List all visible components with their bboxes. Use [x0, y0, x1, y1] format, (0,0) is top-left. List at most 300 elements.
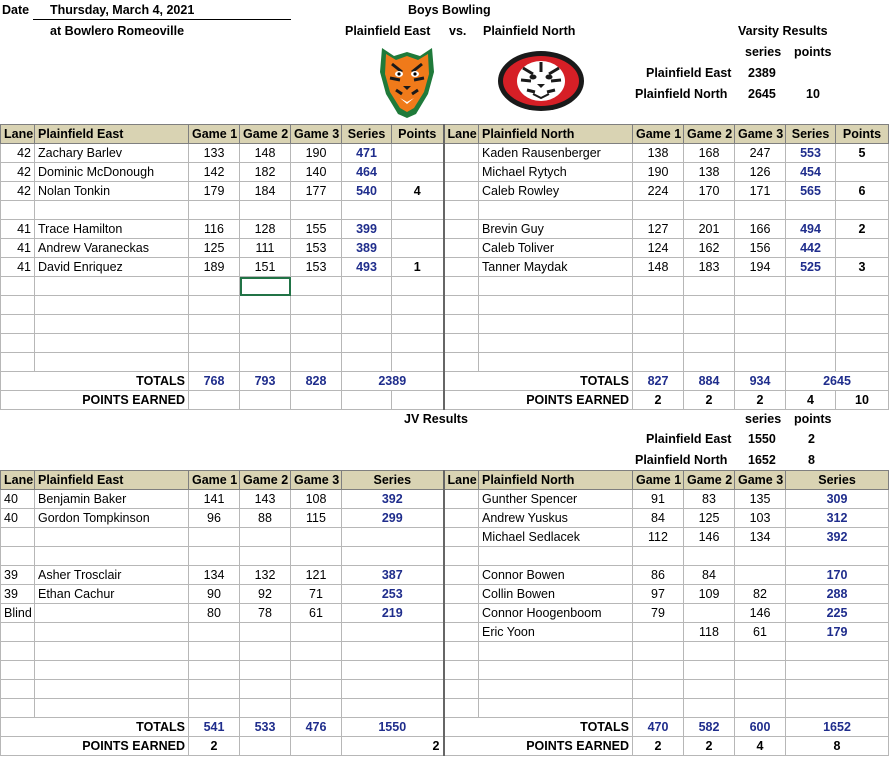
table-cell[interactable] — [836, 239, 889, 258]
table-cell[interactable] — [189, 699, 240, 718]
table-cell[interactable] — [633, 680, 684, 699]
table-cell[interactable]: 39 — [1, 585, 35, 604]
table-cell[interactable]: 2 — [836, 220, 889, 239]
table-cell[interactable]: 312 — [786, 509, 889, 528]
table-cell[interactable] — [479, 680, 633, 699]
table-cell[interactable] — [291, 277, 342, 296]
table-cell[interactable] — [1, 699, 35, 718]
table-cell[interactable]: 5 — [836, 144, 889, 163]
table-cell[interactable]: 392 — [342, 490, 444, 509]
table-cell[interactable] — [479, 334, 633, 353]
table-cell[interactable] — [444, 334, 479, 353]
table-cell[interactable] — [35, 623, 189, 642]
table-cell[interactable]: 91 — [633, 490, 684, 509]
totals-value[interactable]: 2645 — [786, 372, 889, 391]
totals-value[interactable]: 476 — [291, 718, 342, 737]
table-cell[interactable] — [836, 163, 889, 182]
totals-label[interactable]: TOTALS — [444, 718, 633, 737]
table-cell[interactable] — [684, 604, 735, 623]
table-cell[interactable]: 201 — [684, 220, 735, 239]
table-cell[interactable]: 84 — [684, 566, 735, 585]
table-cell[interactable] — [189, 680, 240, 699]
table-cell[interactable] — [735, 334, 786, 353]
table-cell[interactable]: Asher Trosclair — [35, 566, 189, 585]
table-cell[interactable]: 454 — [786, 163, 836, 182]
table-cell[interactable] — [684, 334, 735, 353]
column-header[interactable]: Game 3 — [291, 125, 342, 144]
table-cell[interactable] — [291, 334, 342, 353]
table-cell[interactable]: Collin Bowen — [479, 585, 633, 604]
table-cell[interactable] — [444, 547, 479, 566]
table-cell[interactable]: 389 — [342, 239, 392, 258]
table-cell[interactable]: 42 — [1, 182, 35, 201]
table-cell[interactable]: 42 — [1, 163, 35, 182]
column-header[interactable]: Game 1 — [633, 125, 684, 144]
table-cell[interactable] — [189, 334, 240, 353]
table-cell[interactable] — [35, 604, 189, 623]
totals-label[interactable]: TOTALS — [1, 372, 189, 391]
table-cell[interactable]: 108 — [291, 490, 342, 509]
table-cell[interactable] — [735, 699, 786, 718]
table-cell[interactable] — [189, 277, 240, 296]
table-cell[interactable]: 116 — [189, 220, 240, 239]
column-header[interactable]: Plainfield East — [35, 471, 189, 490]
table-cell[interactable]: 128 — [240, 220, 291, 239]
table-cell[interactable] — [786, 642, 889, 661]
table-cell[interactable] — [291, 201, 342, 220]
table-cell[interactable]: Blind — [1, 604, 35, 623]
table-cell[interactable] — [444, 509, 479, 528]
table-cell[interactable]: 40 — [1, 490, 35, 509]
table-cell[interactable]: 124 — [633, 239, 684, 258]
table-cell[interactable] — [836, 201, 889, 220]
table-cell[interactable] — [1, 277, 35, 296]
table-cell[interactable]: 92 — [240, 585, 291, 604]
table-cell[interactable] — [684, 661, 735, 680]
table-cell[interactable] — [240, 528, 291, 547]
table-cell[interactable]: 442 — [786, 239, 836, 258]
totals-label[interactable]: TOTALS — [1, 718, 189, 737]
table-cell[interactable]: 184 — [240, 182, 291, 201]
points-earned-value[interactable] — [240, 737, 291, 756]
table-cell[interactable]: 493 — [342, 258, 392, 277]
table-cell[interactable] — [684, 699, 735, 718]
table-cell[interactable]: 399 — [342, 220, 392, 239]
table-cell[interactable] — [291, 547, 342, 566]
table-cell[interactable]: Ethan Cachur — [35, 585, 189, 604]
table-cell[interactable]: Brevin Guy — [479, 220, 633, 239]
table-cell[interactable] — [633, 353, 684, 372]
table-cell[interactable]: 155 — [291, 220, 342, 239]
table-cell[interactable] — [684, 296, 735, 315]
table-cell[interactable] — [189, 201, 240, 220]
table-cell[interactable]: 224 — [633, 182, 684, 201]
table-cell[interactable] — [342, 642, 444, 661]
table-cell[interactable]: 253 — [342, 585, 444, 604]
table-cell[interactable]: 41 — [1, 258, 35, 277]
table-cell[interactable] — [291, 528, 342, 547]
totals-value[interactable]: 541 — [189, 718, 240, 737]
points-earned-value[interactable] — [392, 391, 444, 410]
table-cell[interactable] — [240, 334, 291, 353]
table-cell[interactable] — [786, 680, 889, 699]
table-cell[interactable] — [479, 201, 633, 220]
table-cell[interactable]: 103 — [735, 509, 786, 528]
table-cell[interactable]: 118 — [684, 623, 735, 642]
table-cell[interactable] — [684, 642, 735, 661]
table-cell[interactable]: Andrew Varaneckas — [35, 239, 189, 258]
points-earned-value[interactable]: 2 — [735, 391, 786, 410]
table-cell[interactable]: Benjamin Baker — [35, 490, 189, 509]
table-cell[interactable] — [240, 680, 291, 699]
table-cell[interactable] — [735, 315, 786, 334]
points-earned-value[interactable]: 2 — [684, 737, 735, 756]
table-cell[interactable]: 179 — [786, 623, 889, 642]
table-cell[interactable]: 138 — [684, 163, 735, 182]
points-earned-label[interactable]: POINTS EARNED — [1, 737, 189, 756]
table-cell[interactable] — [786, 296, 836, 315]
points-earned-value[interactable]: 8 — [786, 737, 889, 756]
table-cell[interactable] — [240, 277, 291, 296]
table-cell[interactable] — [479, 277, 633, 296]
table-cell[interactable]: 170 — [684, 182, 735, 201]
table-cell[interactable]: 80 — [189, 604, 240, 623]
table-cell[interactable] — [291, 661, 342, 680]
table-cell[interactable] — [342, 334, 392, 353]
table-cell[interactable]: Zachary Barlev — [35, 144, 189, 163]
table-cell[interactable] — [684, 201, 735, 220]
table-cell[interactable] — [735, 201, 786, 220]
table-cell[interactable] — [836, 334, 889, 353]
table-cell[interactable] — [35, 334, 189, 353]
table-cell[interactable]: Andrew Yuskus — [479, 509, 633, 528]
table-cell[interactable] — [444, 699, 479, 718]
table-cell[interactable]: Michael Rytych — [479, 163, 633, 182]
table-cell[interactable] — [479, 547, 633, 566]
table-cell[interactable]: Michael Sedlacek — [479, 528, 633, 547]
column-header[interactable]: Game 2 — [684, 471, 735, 490]
table-cell[interactable]: Tanner Maydak — [479, 258, 633, 277]
table-cell[interactable] — [240, 642, 291, 661]
table-cell[interactable]: 299 — [342, 509, 444, 528]
table-cell[interactable]: 133 — [189, 144, 240, 163]
table-cell[interactable]: 79 — [633, 604, 684, 623]
table-cell[interactable] — [392, 277, 444, 296]
table-cell[interactable] — [189, 661, 240, 680]
table-cell[interactable] — [836, 353, 889, 372]
table-cell[interactable] — [35, 547, 189, 566]
table-cell[interactable]: 142 — [189, 163, 240, 182]
points-earned-value[interactable]: 2 — [684, 391, 735, 410]
table-cell[interactable] — [189, 315, 240, 334]
table-cell[interactable]: 141 — [189, 490, 240, 509]
table-cell[interactable] — [35, 680, 189, 699]
table-cell[interactable] — [342, 315, 392, 334]
table-cell[interactable] — [1, 296, 35, 315]
points-earned-value[interactable] — [189, 391, 240, 410]
table-cell[interactable] — [633, 623, 684, 642]
table-cell[interactable] — [342, 699, 444, 718]
table-cell[interactable] — [240, 547, 291, 566]
table-cell[interactable]: 112 — [633, 528, 684, 547]
table-cell[interactable]: 1 — [392, 258, 444, 277]
table-cell[interactable]: 387 — [342, 566, 444, 585]
points-earned-value[interactable]: 10 — [836, 391, 889, 410]
table-cell[interactable]: 247 — [735, 144, 786, 163]
table-cell[interactable]: 146 — [735, 604, 786, 623]
table-cell[interactable] — [189, 296, 240, 315]
table-cell[interactable]: Dominic McDonough — [35, 163, 189, 182]
table-cell[interactable] — [392, 163, 444, 182]
table-cell[interactable]: Caleb Toliver — [479, 239, 633, 258]
table-cell[interactable]: Eric Yoon — [479, 623, 633, 642]
table-cell[interactable]: 156 — [735, 239, 786, 258]
points-earned-value[interactable] — [291, 391, 342, 410]
table-cell[interactable]: 148 — [633, 258, 684, 277]
table-cell[interactable]: 6 — [836, 182, 889, 201]
table-cell[interactable] — [291, 642, 342, 661]
table-cell[interactable] — [392, 144, 444, 163]
table-cell[interactable] — [291, 315, 342, 334]
table-cell[interactable] — [444, 144, 479, 163]
table-cell[interactable] — [1, 353, 35, 372]
table-cell[interactable] — [444, 296, 479, 315]
table-cell[interactable] — [786, 699, 889, 718]
table-cell[interactable] — [684, 315, 735, 334]
table-cell[interactable]: 190 — [633, 163, 684, 182]
table-cell[interactable]: 41 — [1, 220, 35, 239]
table-cell[interactable] — [189, 623, 240, 642]
table-cell[interactable] — [479, 315, 633, 334]
table-cell[interactable]: 194 — [735, 258, 786, 277]
points-earned-value[interactable]: 2 — [189, 737, 240, 756]
table-cell[interactable]: 153 — [291, 258, 342, 277]
table-cell[interactable] — [786, 315, 836, 334]
table-cell[interactable] — [240, 699, 291, 718]
table-cell[interactable] — [735, 566, 786, 585]
table-cell[interactable] — [786, 334, 836, 353]
table-cell[interactable]: 392 — [786, 528, 889, 547]
table-cell[interactable]: 540 — [342, 182, 392, 201]
totals-value[interactable]: 582 — [684, 718, 735, 737]
table-cell[interactable] — [633, 315, 684, 334]
table-cell[interactable]: 97 — [633, 585, 684, 604]
table-cell[interactable]: 148 — [240, 144, 291, 163]
table-cell[interactable]: 86 — [633, 566, 684, 585]
table-cell[interactable] — [189, 642, 240, 661]
table-cell[interactable]: 78 — [240, 604, 291, 623]
table-cell[interactable] — [240, 296, 291, 315]
table-cell[interactable] — [189, 547, 240, 566]
points-earned-value[interactable]: 4 — [786, 391, 836, 410]
totals-value[interactable]: 827 — [633, 372, 684, 391]
totals-value[interactable]: 533 — [240, 718, 291, 737]
table-cell[interactable] — [392, 201, 444, 220]
table-cell[interactable] — [479, 699, 633, 718]
table-cell[interactable] — [35, 528, 189, 547]
table-cell[interactable] — [342, 680, 444, 699]
table-cell[interactable] — [444, 163, 479, 182]
table-cell[interactable] — [392, 315, 444, 334]
points-earned-value[interactable]: 2 — [342, 737, 444, 756]
points-earned-label[interactable]: POINTS EARNED — [1, 391, 189, 410]
column-header[interactable]: Series — [786, 125, 836, 144]
table-cell[interactable] — [633, 334, 684, 353]
table-cell[interactable] — [189, 528, 240, 547]
table-cell[interactable]: 177 — [291, 182, 342, 201]
table-cell[interactable] — [479, 353, 633, 372]
table-cell[interactable] — [444, 623, 479, 642]
table-cell[interactable]: Caleb Rowley — [479, 182, 633, 201]
totals-value[interactable]: 600 — [735, 718, 786, 737]
table-cell[interactable] — [342, 201, 392, 220]
table-cell[interactable]: 190 — [291, 144, 342, 163]
table-cell[interactable]: 464 — [342, 163, 392, 182]
table-cell[interactable] — [1, 547, 35, 566]
table-cell[interactable] — [342, 353, 392, 372]
table-cell[interactable] — [444, 277, 479, 296]
table-cell[interactable]: 471 — [342, 144, 392, 163]
table-cell[interactable] — [1, 334, 35, 353]
table-cell[interactable] — [735, 680, 786, 699]
table-cell[interactable] — [479, 642, 633, 661]
table-cell[interactable] — [1, 623, 35, 642]
table-cell[interactable] — [444, 315, 479, 334]
table-cell[interactable] — [444, 258, 479, 277]
column-header[interactable]: Game 3 — [291, 471, 342, 490]
table-cell[interactable] — [35, 315, 189, 334]
column-header[interactable]: Game 1 — [189, 471, 240, 490]
points-earned-value[interactable] — [291, 737, 342, 756]
table-cell[interactable] — [1, 680, 35, 699]
table-cell[interactable] — [633, 277, 684, 296]
table-cell[interactable] — [786, 201, 836, 220]
table-cell[interactable] — [240, 661, 291, 680]
table-cell[interactable] — [342, 296, 392, 315]
table-cell[interactable] — [1, 315, 35, 334]
table-cell[interactable] — [1, 642, 35, 661]
table-cell[interactable] — [633, 296, 684, 315]
table-cell[interactable] — [444, 680, 479, 699]
table-cell[interactable]: 39 — [1, 566, 35, 585]
table-cell[interactable]: 125 — [684, 509, 735, 528]
table-cell[interactable] — [392, 296, 444, 315]
table-cell[interactable] — [735, 353, 786, 372]
table-cell[interactable] — [735, 296, 786, 315]
table-cell[interactable]: Gordon Tompkinson — [35, 509, 189, 528]
table-cell[interactable] — [342, 528, 444, 547]
table-cell[interactable]: 134 — [189, 566, 240, 585]
column-header[interactable]: Plainfield North — [479, 125, 633, 144]
table-cell[interactable]: 82 — [735, 585, 786, 604]
table-cell[interactable]: 189 — [189, 258, 240, 277]
table-cell[interactable] — [444, 661, 479, 680]
table-cell[interactable] — [735, 547, 786, 566]
table-cell[interactable]: 41 — [1, 239, 35, 258]
column-header[interactable]: Game 3 — [735, 125, 786, 144]
table-cell[interactable] — [479, 296, 633, 315]
table-cell[interactable] — [1, 528, 35, 547]
table-cell[interactable] — [342, 661, 444, 680]
table-cell[interactable]: 125 — [189, 239, 240, 258]
table-cell[interactable]: 179 — [189, 182, 240, 201]
column-header[interactable]: Points — [836, 125, 889, 144]
table-cell[interactable]: 4 — [392, 182, 444, 201]
table-cell[interactable] — [684, 277, 735, 296]
column-header[interactable]: Plainfield East — [35, 125, 189, 144]
column-header[interactable]: Series — [786, 471, 889, 490]
table-cell[interactable] — [786, 661, 889, 680]
points-earned-label[interactable]: POINTS EARNED — [444, 737, 633, 756]
table-cell[interactable]: 140 — [291, 163, 342, 182]
table-cell[interactable] — [35, 353, 189, 372]
totals-label[interactable]: TOTALS — [444, 372, 633, 391]
table-cell[interactable] — [35, 296, 189, 315]
table-cell[interactable] — [735, 642, 786, 661]
points-earned-value[interactable]: 2 — [633, 391, 684, 410]
table-cell[interactable] — [35, 699, 189, 718]
table-cell[interactable]: 162 — [684, 239, 735, 258]
table-cell[interactable]: 111 — [240, 239, 291, 258]
table-cell[interactable]: David Enriquez — [35, 258, 189, 277]
table-cell[interactable]: 151 — [240, 258, 291, 277]
table-cell[interactable]: 565 — [786, 182, 836, 201]
points-earned-label[interactable]: POINTS EARNED — [444, 391, 633, 410]
table-cell[interactable]: 309 — [786, 490, 889, 509]
column-header[interactable]: Lane — [444, 125, 479, 144]
table-cell[interactable]: Connor Bowen — [479, 566, 633, 585]
table-cell[interactable]: 525 — [786, 258, 836, 277]
table-cell[interactable]: 132 — [240, 566, 291, 585]
table-cell[interactable] — [291, 623, 342, 642]
column-header[interactable]: Game 3 — [735, 471, 786, 490]
table-cell[interactable]: 553 — [786, 144, 836, 163]
table-cell[interactable] — [1, 201, 35, 220]
table-cell[interactable]: 219 — [342, 604, 444, 623]
table-cell[interactable]: 168 — [684, 144, 735, 163]
column-header[interactable]: Lane — [444, 471, 479, 490]
table-cell[interactable] — [342, 547, 444, 566]
table-cell[interactable] — [35, 277, 189, 296]
column-header[interactable]: Game 2 — [684, 125, 735, 144]
table-cell[interactable] — [735, 661, 786, 680]
table-cell[interactable] — [291, 353, 342, 372]
table-cell[interactable]: 96 — [189, 509, 240, 528]
table-cell[interactable] — [735, 277, 786, 296]
table-cell[interactable] — [786, 353, 836, 372]
table-cell[interactable] — [633, 201, 684, 220]
column-header[interactable]: Series — [342, 125, 392, 144]
totals-value[interactable]: 934 — [735, 372, 786, 391]
table-cell[interactable] — [836, 296, 889, 315]
table-cell[interactable] — [444, 353, 479, 372]
points-earned-value[interactable] — [342, 391, 392, 410]
column-header[interactable]: Points — [392, 125, 444, 144]
table-cell[interactable] — [342, 277, 392, 296]
totals-value[interactable]: 1652 — [786, 718, 889, 737]
points-earned-value[interactable]: 4 — [735, 737, 786, 756]
table-cell[interactable]: 109 — [684, 585, 735, 604]
table-cell[interactable]: Trace Hamilton — [35, 220, 189, 239]
table-cell[interactable]: 88 — [240, 509, 291, 528]
table-cell[interactable] — [444, 604, 479, 623]
table-cell[interactable]: Gunther Spencer — [479, 490, 633, 509]
totals-value[interactable]: 793 — [240, 372, 291, 391]
table-cell[interactable] — [291, 296, 342, 315]
table-cell[interactable]: 84 — [633, 509, 684, 528]
table-cell[interactable]: 146 — [684, 528, 735, 547]
table-cell[interactable]: 83 — [684, 490, 735, 509]
